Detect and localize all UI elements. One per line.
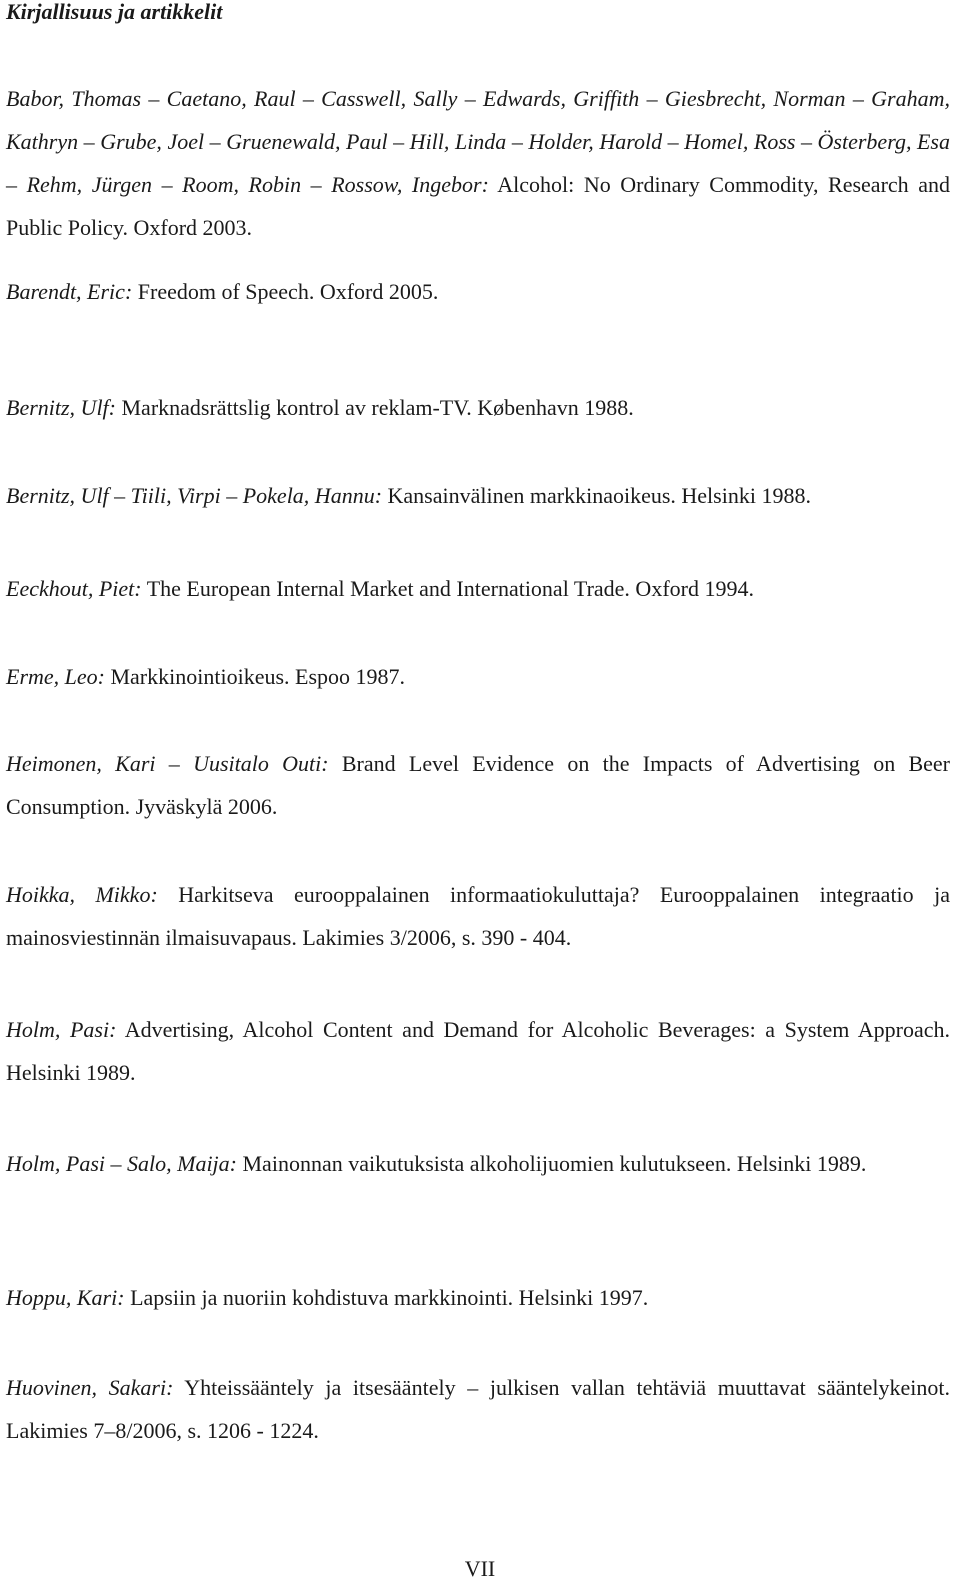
reference-entry <box>6 1366 950 1452</box>
reference-authors: Barendt, Eric: <box>6 279 133 304</box>
reference-entry <box>6 1008 950 1094</box>
reference-details: The European Internal Market and International Trade. Oxford 1994. <box>141 576 754 601</box>
reference-details: Harkitseva eurooppalainen informaatiokuluttaja? Eurooppalainen integraatio ja mainosviestinnän ilmaisuvapaus. Lakimies 3/2006, s. 390 - 404. <box>6 882 950 950</box>
reference-authors: Bernitz, Ulf – Tiili, Virpi – Pokela, Hannu: <box>6 483 383 508</box>
reference-details: Yhteissääntely ja itsesääntely – julkisen vallan tehtäviä muuttavat sääntelykeinot. Lakimies 7–8/2006, s. 1206 - 1224. <box>6 1375 950 1443</box>
reference-authors: Hoppu, Kari: <box>6 1285 125 1310</box>
page-title: Kirjallisuus ja artikkelit <box>6 0 223 24</box>
reference-authors: Bernitz, Ulf: <box>6 395 116 420</box>
reference-details: Alcohol: No Ordinary Commodity, Research and Public Policy. Oxford 2003. <box>6 172 950 240</box>
reference-entry <box>6 1276 950 1319</box>
reference-authors: Heimonen, Kari – Uusitalo Outi: <box>6 751 329 776</box>
reference-details: Advertising, Alcohol Content and Demand for Alcoholic Beverages: a System Approach. Helsinki 1989. <box>6 1017 950 1085</box>
reference-details: Markkinointioikeus. Espoo 1987. <box>104 664 406 689</box>
reference-authors: Erme, Leo: <box>6 664 105 689</box>
reference-details: Brand Level Evidence on the Impacts of Advertising on Beer Consumption. Jyväskylä 2006. <box>6 751 950 819</box>
reference-details: Freedom of Speech. Oxford 2005. <box>132 279 439 304</box>
reference-authors: Babor, Thomas – Caetano, Raul – Casswell, Sally – Edwards, Griffith – Giesbrecht, Norman – Graham, Kathryn – Grube, Joel – Gruenewald, Paul – Hill, Linda – Holder, Harold – Homel, Ross – Österberg, Esa – Rehm, Jürgen – Room, Robin – Rossow, Ingebor: <box>6 86 950 197</box>
reference-authors: Hoikka, Mikko: <box>6 882 158 907</box>
reference-details: Marknadsrättslig kontrol av reklam-TV. København 1988. <box>116 395 634 420</box>
reference-entry <box>6 873 950 959</box>
reference-details: Lapsiin ja nuoriin kohdistuva markkinointi. Helsinki 1997. <box>124 1285 649 1310</box>
reference-entry <box>6 474 950 517</box>
reference-entry <box>6 77 950 249</box>
reference-details: Mainonnan vaikutuksista alkoholijuomien kulutukseen. Helsinki 1989. <box>237 1151 867 1176</box>
reference-entry <box>6 655 950 698</box>
reference-authors: Holm, Pasi: <box>6 1017 117 1042</box>
reference-authors: Eeckhout, Piet: <box>6 576 142 601</box>
page-number: VII <box>464 1556 496 1581</box>
reference-authors: Holm, Pasi – Salo, Maija: <box>6 1151 237 1176</box>
reference-entry <box>6 742 950 828</box>
reference-entry <box>6 1142 950 1185</box>
reference-entry <box>6 270 950 313</box>
reference-entry <box>6 567 950 610</box>
reference-details: Kansainvälinen markkinaoikeus. Helsinki 1988. <box>382 483 811 508</box>
reference-entry <box>6 386 950 429</box>
reference-authors: Huovinen, Sakari: <box>6 1375 174 1400</box>
